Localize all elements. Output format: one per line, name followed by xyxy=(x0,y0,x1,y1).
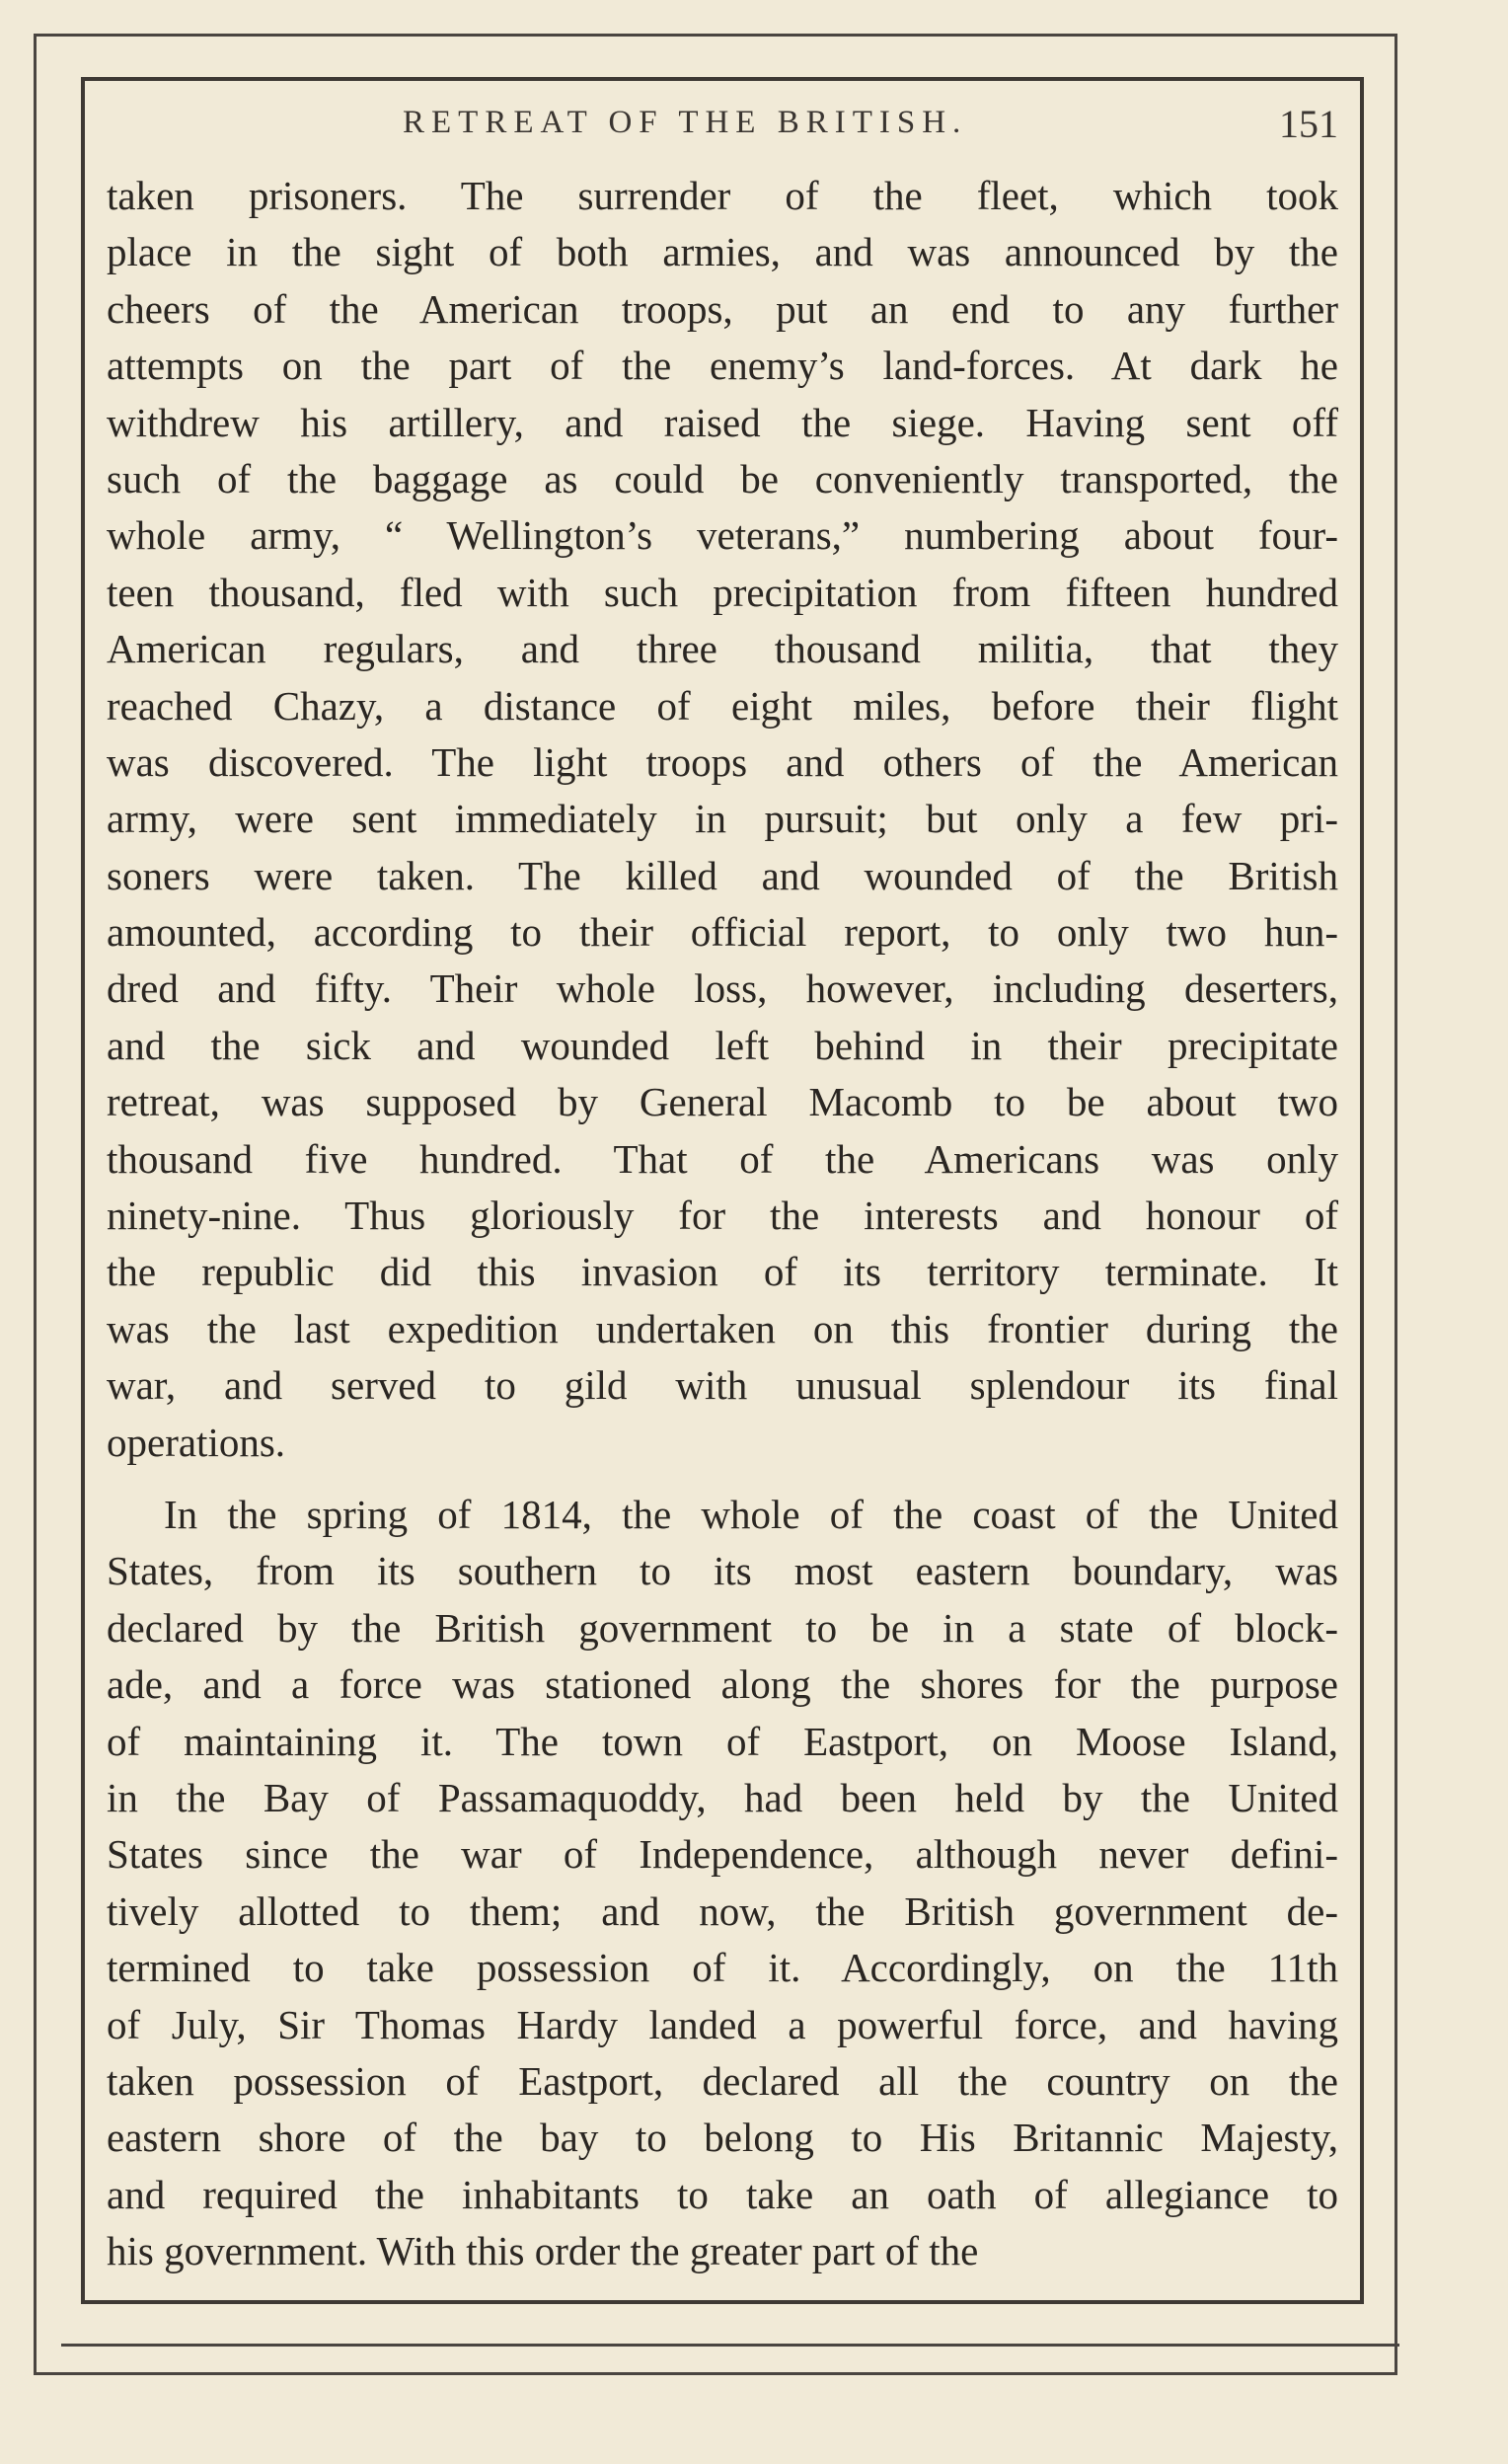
text-line: termined to take possession of it. Accordingly, on the 11th xyxy=(107,1945,1338,1991)
text-line: cheers of the American troops, put an end to any further xyxy=(107,285,1338,332)
text-line: In the spring of 1814, the whole of the coast of the United xyxy=(164,1491,1338,1537)
text-line: American regulars, and three thousand militia, that they xyxy=(107,626,1338,672)
text-line: was discovered. The light troops and others of the American xyxy=(107,738,1338,785)
text-line: declared by the British government to be in a state of block- xyxy=(107,1604,1338,1651)
text-line: taken possession of Eastport, declared all the country on the xyxy=(107,2057,1338,2104)
text-line: retreat, was supposed by General Macomb to be about two xyxy=(107,1079,1338,1125)
paragraph xyxy=(107,168,1338,1471)
text-line: and the sick and wounded left behind in their precipitate xyxy=(107,1022,1338,1068)
paragraph-gap xyxy=(107,1471,1338,1487)
page-header xyxy=(107,99,1338,158)
bottom-rule xyxy=(61,2344,1399,2347)
text-line: whole army, “ Wellington’s veterans,” numbering about four- xyxy=(107,512,1338,559)
text-line: ninety-nine. Thus gloriously for the interests and honour of xyxy=(107,1193,1338,1239)
text-line: of maintaining it. The town of Eastport, on Moose Island, xyxy=(107,1718,1338,1764)
text-line: war, and served to gild with unusual splendour its final xyxy=(107,1362,1338,1409)
text-line: of July, Sir Thomas Hardy landed a powerful force, and having xyxy=(107,2001,1338,2047)
text-line: reached Chazy, a distance of eight miles, before their flight xyxy=(107,682,1338,729)
text-line: teen thousand, fled with such precipitation from fifteen hundred xyxy=(107,569,1338,615)
text-line: in the Bay of Passamaquoddy, had been held by the United xyxy=(107,1774,1338,1820)
text-line: thousand five hundred. That of the Americans was only xyxy=(107,1135,1338,1182)
page-number: 151 xyxy=(1279,102,1338,146)
text-line: States since the war of Independence, although never defini- xyxy=(107,1831,1338,1878)
text-line: dred and fifty. Their whole loss, however, including deserters, xyxy=(107,965,1338,1012)
text-line: operations. xyxy=(107,1419,286,1465)
text-line: ade, and a force was stationed along the shores for the purpose xyxy=(107,1661,1338,1708)
body-text xyxy=(107,168,1338,2279)
text-line: place in the sight of both armies, and was announced by the xyxy=(107,229,1338,275)
text-line: attempts on the part of the enemy’s land-forces. At dark he xyxy=(107,343,1338,389)
text-line: withdrew his artillery, and raised the siege. Having sent off xyxy=(107,399,1338,445)
text-line: taken prisoners. The surrender of the fleet, which took xyxy=(107,173,1338,218)
text-line: amounted, according to their official report, to only two hun- xyxy=(107,909,1338,956)
text-line: was the last expedition undertaken on this frontier during the xyxy=(107,1305,1338,1351)
text-line: eastern shore of the bay to belong to His Britannic Majesty, xyxy=(107,2115,1338,2161)
text-line: army, were sent immediately in pursuit; but only a few pri- xyxy=(107,796,1338,842)
text-line: States, from its southern to its most eastern boundary, was xyxy=(107,1548,1338,1594)
text-line: and required the inhabitants to take an oath of allegiance to xyxy=(107,2171,1338,2217)
text-line: tively allotted to them; and now, the British government de- xyxy=(107,1887,1338,1934)
text-line: the republic did this invasion of its territory terminate. It xyxy=(107,1249,1338,1295)
paragraph xyxy=(107,1487,1338,2279)
text-line: soners were taken. The killed and wounded of the British xyxy=(107,852,1338,898)
running-head: RETREAT OF THE BRITISH. xyxy=(403,105,968,140)
text-line: his government. With this order the greater part of the xyxy=(107,2228,979,2274)
text-line: such of the baggage as could be conveniently transported, the xyxy=(107,455,1338,501)
